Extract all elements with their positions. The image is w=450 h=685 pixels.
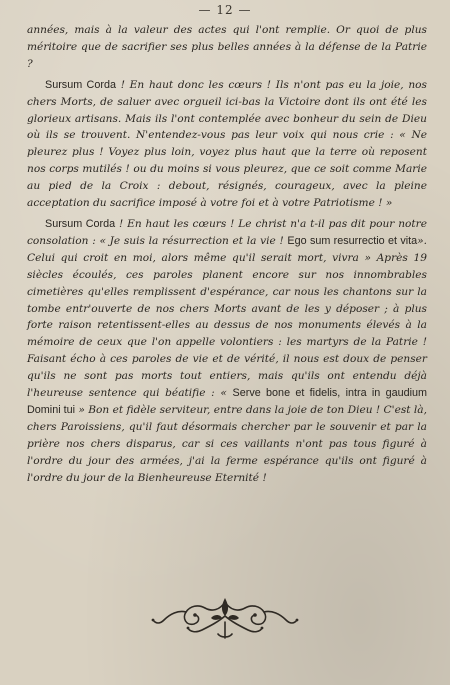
paragraph-continuation: années, mais à la valeur des actes qui l'ont remplie. Or quoi de plus méritoire que de sacrifier ses plus belles années à la défense de la Patrie ?	[27, 24, 427, 70]
page-number: — 12 —	[198, 3, 252, 17]
paragraph-text: ! En haut donc les cœurs ! Ils n'ont pas eu la joie, nos chers Morts, de saluer avec orgueil ici-bas la Victoire dont ils ont été les glorieux artisans. Mais ils l'ont contemplée avec bonheur du sein de Dieu où ils se trouvent. N'entendez-vous pas leur voix qui nous crie : « Ne pleurez plus ! Voyez plus loin, voyez plus haut que la terre où reposent nos corps mutilés ! ou du moins si vous pleurez, que ce soit comme Marie au pied de la Croix : debout, résignés, courageux, avec la pleine acceptation du sacrifice imposé à votre foi et à votre Patriotisme ! »	[27, 78, 427, 210]
latin-quote: Serve bone et fidelis, intra in gaudium Domini tui	[27, 387, 427, 416]
paragraph-text: ! En haut les cœurs ! Le christ n'a t-il pas dit pour notre consolation : « Je suis la résurrection et la vie !	[27, 217, 427, 247]
paragraph-text: ». Celui qui croit en moi, alors même qu'il serait mort, vivra » Après 19 siècles écoulés, ces paroles planent encore sur nos innombrables cimetières qu'elles remplissent d'espérance, car nous les chantons sur la tombe entr'ouverte de nos chers Morts avant de les y déposer ; à plus forte raison retentissent-elles au dessus de nos monuments élevés à la mémoire de ceux que l'on appelle volontiers : les martyrs de la Patrie ! Faisant écho à ces paroles de vie et de vérité, il nous est doux de penser qu'ils ne sont pas morts tout entiers, mais qu'ils ont entendu déjà l'heureuse sentence qui béatifie : «	[27, 234, 427, 400]
body-text	[27, 22, 427, 486]
latin-phrase: Sursum Corda	[45, 217, 116, 230]
paragraph-text: » Bon et fidèle serviteur, entre dans la joie de ton Dieu ! C'est là, chers Paroissiens, qu'il faut désormais chercher par le souvenir et par la prière nos chers disparus, car si ces vaillants n'ont pas tous figuré à l'ordre du jour des armées, j'ai la ferme espérance qu'ils ont figuré à l'ordre du jour de la Bienheureuse Eternité !	[27, 403, 427, 484]
latin-phrase: Sursum Corda	[45, 78, 116, 91]
paragraph-sursum-corda-1	[27, 77, 427, 212]
latin-quote: Ego sum resurrectio et vita	[287, 234, 418, 247]
paragraph-sursum-corda-2	[27, 216, 427, 487]
fleuron-ornament-icon	[150, 596, 300, 640]
